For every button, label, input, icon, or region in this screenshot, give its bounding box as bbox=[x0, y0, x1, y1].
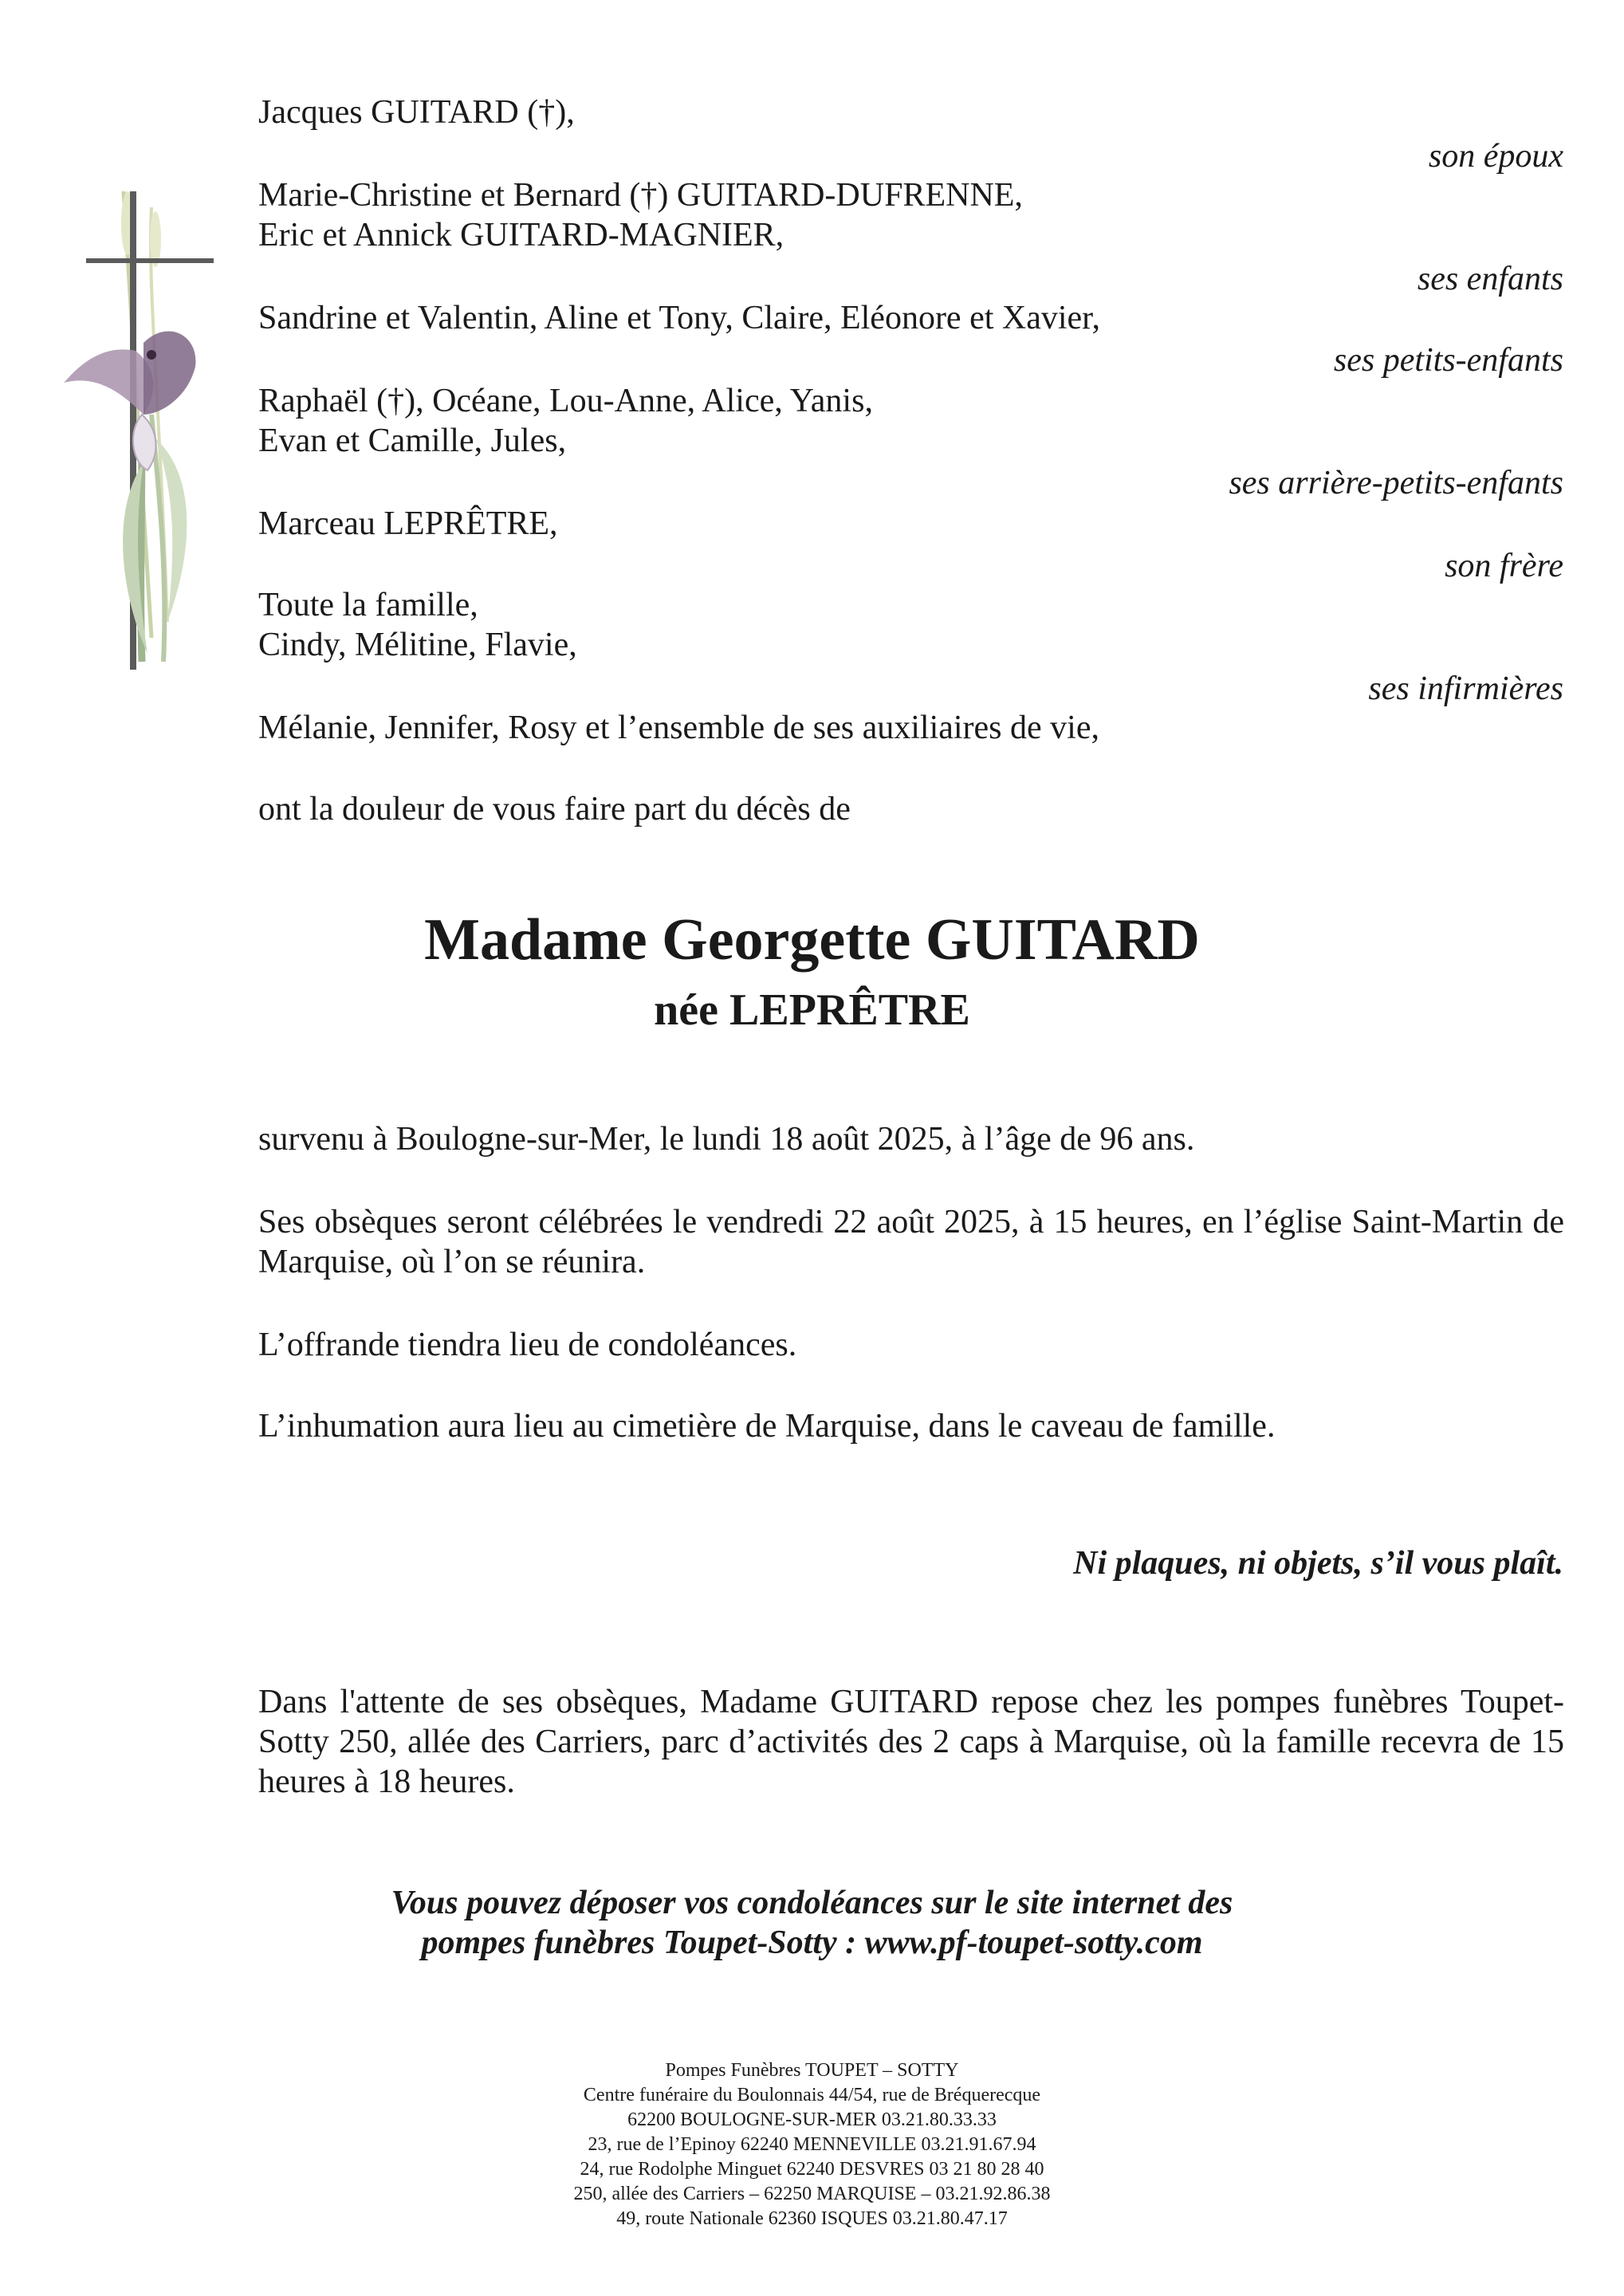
funeral-details: Ses obsèques seront célébrées le vendredi 22 août 2025, à 15 heures, en l’église Saint-Martin de Marquise, où l’on se réunira. bbox=[258, 1204, 1564, 1280]
family-line-3: Eric et Annick GUITARD-MAGNIER, bbox=[258, 217, 784, 254]
burial-statement: L’inhumation aura lieu au cimetière de Marquise, dans le caveau de famille. bbox=[258, 1408, 1276, 1445]
footer-line: 23, rue de l’Epinoy 62240 MENNEVILLE 03.21.91.67.94 bbox=[588, 2134, 1036, 2155]
footer-line: Pompes Funèbres TOUPET – SOTTY bbox=[665, 2060, 959, 2081]
deceased-name: Madame Georgette GUITARD bbox=[424, 907, 1200, 973]
family-line-4: Sandrine et Valentin, Aline et Tony, Claire, Eléonore et Xavier, bbox=[258, 300, 1100, 336]
role-grandchildren: ses petits-enfants bbox=[1333, 342, 1563, 379]
family-line-1: Jacques GUITARD (†), bbox=[258, 94, 575, 131]
family-line-5: Raphaël (†), Océane, Lou-Anne, Alice, Yanis, bbox=[258, 383, 873, 419]
role-children: ses enfants bbox=[1417, 261, 1563, 297]
role-nurses: ses infirmières bbox=[1368, 670, 1563, 707]
condolences-line-2: pompes funèbres Toupet-Sotty : www.pf-toupet-sotty.com bbox=[421, 1924, 1203, 1961]
family-line-7: Marceau LEPRÊTRE, bbox=[258, 505, 558, 542]
deceased-maiden-name: née LEPRÊTRE bbox=[654, 985, 970, 1035]
footer-line: Centre funéraire du Boulonnais 44/54, rue de Bréquerecque bbox=[583, 2085, 1041, 2105]
offering-statement: L’offrande tiendra lieu de condoléances. bbox=[258, 1327, 797, 1363]
no-objects-notice: Ni plaques, ni objets, s’il vous plaît. bbox=[1073, 1545, 1563, 1582]
family-line-9: Cindy, Mélitine, Flavie, bbox=[258, 627, 577, 663]
family-line-6: Evan et Camille, Jules, bbox=[258, 423, 567, 459]
role-spouse: son époux bbox=[1428, 138, 1563, 175]
announcement: ont la douleur de vous faire part du décès de bbox=[258, 791, 851, 828]
death-statement: survenu à Boulogne-sur-Mer, le lundi 18 août 2025, à l’âge de 96 ans. bbox=[258, 1121, 1195, 1158]
footer-line: 250, allée des Carriers – 62250 MARQUISE – 03.21.92.86.38 bbox=[573, 2184, 1051, 2204]
role-great-grandchildren: ses arrière-petits-enfants bbox=[1229, 465, 1563, 501]
repose-details: Dans l'attente de ses obsèques, Madame GUITARD repose chez les pompes funèbres Toupet-Sotty 250, allée des Carriers, parc d’activités des 2 caps à Marquise, où la famille recevra de 15 heures à 18 heures. bbox=[258, 1684, 1564, 1800]
family-line-2: Marie-Christine et Bernard (†) GUITARD-DUFRENNE, bbox=[258, 177, 1023, 214]
condolences-line-1: Vous pouvez déposer vos condoléances sur le site internet des bbox=[391, 1885, 1233, 1921]
footer-line: 62200 BOULOGNE-SUR-MER 03.21.80.33.33 bbox=[627, 2109, 997, 2130]
family-line-10: Mélanie, Jennifer, Rosy et l’ensemble de ses auxiliaires de vie, bbox=[258, 710, 1099, 746]
footer-line: 49, route Nationale 62360 ISQUES 03.21.80.47.17 bbox=[616, 2208, 1008, 2229]
family-line-8: Toute la famille, bbox=[258, 587, 478, 623]
cross-lily-icon bbox=[48, 175, 231, 670]
role-brother: son frère bbox=[1445, 548, 1563, 584]
funeral-home-footer bbox=[0, 2058, 1624, 2231]
footer-line: 24, rue Rodolphe Minguet 62240 DESVRES 03 21 80 28 40 bbox=[580, 2159, 1044, 2180]
